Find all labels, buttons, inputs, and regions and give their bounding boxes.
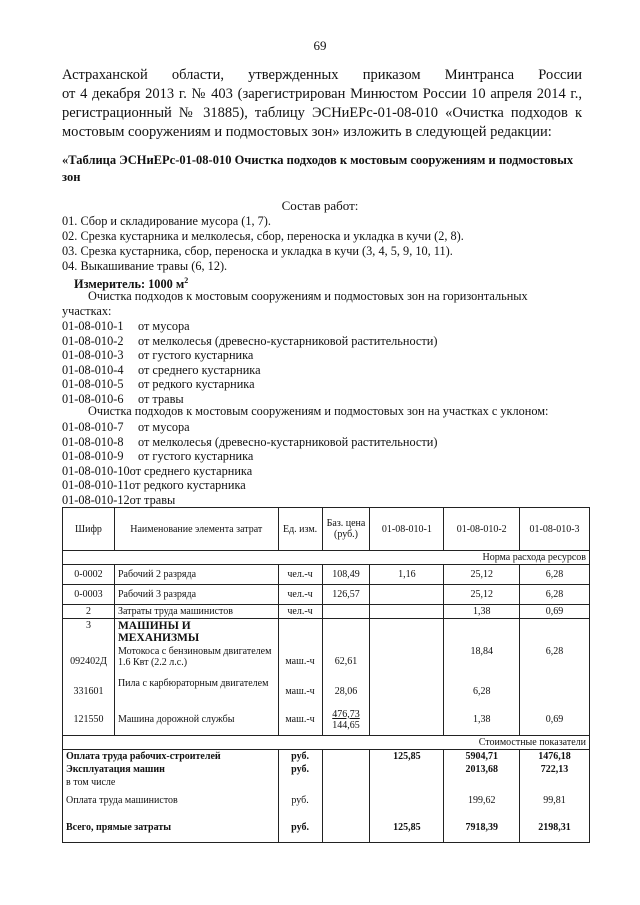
item-code: 01-08-010-11 [62,478,130,493]
item-code: 01-08-010-8 [62,434,124,449]
cell-c1 [370,705,444,735]
cell-c3 [520,619,590,646]
cost-name: Эксплуатация машин [63,763,279,776]
table-row [63,677,590,705]
cost-row [63,813,590,843]
cell-c1 [370,677,444,705]
cell-c3 [520,677,590,705]
item-code: 01-08-010-4 [62,362,124,377]
item-code: 01-08-010-5 [62,377,124,392]
group-1-heading [62,289,568,319]
cell-name: Машина дорожной службы [114,705,278,735]
cost-row [63,749,590,763]
cost-c2: 2013,68 [444,763,520,776]
list-item [62,435,437,450]
cost-c3: 2198,31 [520,813,590,843]
cell-c1 [370,585,444,605]
table-row [63,585,590,605]
cost-table [62,507,590,843]
cell-c1 [370,619,444,646]
list-item [62,377,437,392]
item-text: от мусора [138,420,190,434]
group-1-line-2: участках: [62,304,112,318]
table-row [63,605,590,619]
item-text: от густого кустарника [138,449,254,464]
cost-c2 [444,776,520,789]
works-list [62,214,464,274]
price-top: 476,73 [332,708,360,720]
cost-c1 [370,789,444,813]
cost-name: Оплата труда рабочих-строителей [63,749,279,763]
cost-unit: руб. [278,749,322,763]
work-item: 01. Сбор и складирование мусора (1, 7). [62,214,271,228]
list-item [62,334,437,349]
list-item [62,493,437,508]
table-title: «Таблица ЭСНиЕРс-01-08-010 Очистка подходов к мостовым сооружениям и подмостовых зон [62,153,574,184]
item-code: 01-08-010-7 [62,420,124,434]
cell-price [322,619,370,646]
cell-code: 3 [63,619,115,646]
cost-c3: 722,13 [520,763,590,776]
item-text: от редкого кустарника [129,478,246,493]
intro-paragraph [62,66,582,142]
list-item [62,420,437,435]
cell-code: 331601 [63,677,115,705]
composition-heading: Состав работ: [281,198,359,213]
item-text: от мусора [138,319,190,333]
item-text: от травы [129,492,176,507]
measure-sup: 2 [184,276,189,285]
cost-price [322,763,370,776]
header-c3: 01-08-010-3 [520,508,590,551]
item-text: от мелколесья (древесно-кустарниковой растительности) [138,434,438,449]
cell-unit: маш.-ч [278,645,322,677]
header-name: Наименование элемента затрат [114,508,278,551]
work-item: 04. Выкашивание травы (6, 12). [62,259,228,273]
list-item [62,363,437,378]
cell-c3: 6,28 [520,585,590,605]
item-code: 01-08-010-9 [62,449,124,464]
cost-unit: руб. [278,763,322,776]
cell-unit: маш.-ч [278,705,322,735]
intro-line-1: Астраханской области, утвержденных приказом Минтранса России [62,67,582,83]
cell-unit: чел.-ч [278,565,322,585]
cell-c1: 1,16 [370,565,444,585]
cost-price [322,749,370,763]
table-row [63,565,590,585]
cost-c1: 125,85 [370,749,444,763]
norm-label: Норма расхода ресурсов [63,551,590,565]
cell-c2: 25,12 [444,585,520,605]
cell-c1 [370,645,444,677]
cell-unit: чел.-ч [278,605,322,619]
cell-unit: маш.-ч [278,677,322,705]
cost-name: Оплата труда машинистов [63,789,279,813]
cell-c3: 6,28 [520,645,590,677]
cell-code: 2 [63,605,115,619]
cost-unit [278,776,322,789]
work-item: 02. Срезка кустарника и мелколесья, сбор, переноска и укладка в кучи (2, 8). [62,229,464,243]
cost-label-row [63,735,590,749]
list-item [62,319,437,334]
cost-row [63,763,590,776]
cell-name: Рабочий 2 разряда [114,565,278,585]
item-text: от среднего кустарника [138,362,261,377]
cell-c3: 0,69 [520,705,590,735]
cell-price: 108,49 [322,565,370,585]
cost-c3: 1476,18 [520,749,590,763]
cell-c3: 0,69 [520,605,590,619]
items-list-2 [62,420,437,508]
cost-c1: 125,85 [370,813,444,843]
group-1-line-1: Очистка подходов к мостовым сооружениям и подмостовых зон на горизонтальных [88,289,528,303]
table-row [63,619,590,646]
cell-name: Рабочий 3 разряда [114,585,278,605]
cost-c1 [370,763,444,776]
cost-c3: 99,81 [520,789,590,813]
item-text: от среднего кустарника [129,463,253,478]
page-number: 69 [313,38,327,53]
item-code: 01-08-010-12 [62,492,130,507]
norm-label-row [63,551,590,565]
cost-unit: руб. [278,813,322,843]
item-code: 01-08-010-2 [62,333,124,348]
header-price: Баз. цена (руб.) [322,508,370,551]
item-code: 01-08-010-10 [62,463,130,478]
cell-c2: 25,12 [444,565,520,585]
item-text: от густого кустарника [138,348,254,363]
header-code: Шифр [63,508,115,551]
header-unit: Ед. изм. [278,508,322,551]
list-item [62,464,437,479]
measure-label: Измеритель: 1000 м [74,277,185,292]
cell-name: Мотокоса с бензиновым двигателем 1.6 Квт (2.2 л.с.) [114,645,278,677]
cell-code: 121550 [63,705,115,735]
cell-name: Пила с карбюраторным двигателем [114,677,278,705]
cell-c2: 1,38 [444,605,520,619]
cell-price [322,605,370,619]
cell-c2 [444,619,520,646]
list-item [62,449,437,464]
list-item [62,348,437,363]
cell-code: 0-0002 [63,565,115,585]
cost-price [322,789,370,813]
cell-c2: 18,84 [444,645,520,677]
item-code: 01-08-010-1 [62,319,124,333]
cell-price [322,705,370,735]
cost-name: Всего, прямые затраты [63,813,279,843]
cell-price: 28,06 [322,677,370,705]
cost-price [322,776,370,789]
cost-row [63,776,590,789]
cell-c2: 6,28 [444,677,520,705]
cell-code: 0-0003 [63,585,115,605]
price-bottom: 144,65 [332,719,360,731]
cell-price: 62,61 [322,645,370,677]
header-c1: 01-08-010-1 [370,508,444,551]
cost-label: Стоимостные показатели [63,735,590,749]
item-text: от травы [138,391,184,406]
cost-c3 [520,776,590,789]
cell-unit [278,619,322,646]
table-header-row [63,508,590,551]
list-item [62,478,437,493]
cell-c1 [370,605,444,619]
cell-c2: 1,38 [444,705,520,735]
cost-row [63,789,590,813]
item-text: от мелколесья (древесно-кустарниковой растительности) [138,333,438,348]
table-row [63,705,590,735]
item-code: 01-08-010-3 [62,348,124,363]
items-list-1 [62,319,437,407]
intro-rest: от 4 декабря 2013 г. № 403 (зарегистрирован Минюстом России 10 апреля 2014 г., регистрационный № 31885), таблицу ЭСНиЕРс-01-08-010 «Очистка подходов к мостовым сооружениям и подмостовых зон» изложить в следующей редакции: [62,86,582,140]
cost-name: в том числе [63,776,279,789]
cost-c2: 7918,39 [444,813,520,843]
cost-c2: 5904,71 [444,749,520,763]
cost-price [322,813,370,843]
cell-price: 126,57 [322,585,370,605]
work-item: 03. Срезка кустарника, сбор, переноска и укладка в кучи (3, 4, 5, 9, 10, 11). [62,244,453,258]
cost-c2: 199,62 [444,789,520,813]
cell-name: МАШИНЫ И МЕХАНИЗМЫ [114,619,278,646]
cell-c3: 6,28 [520,565,590,585]
item-text: от редкого кустарника [138,377,255,392]
cell-code: 092402Д [63,645,115,677]
item-code: 01-08-010-6 [62,391,124,406]
cost-unit: руб. [278,789,322,813]
header-c2: 01-08-010-2 [444,508,520,551]
table-row [63,645,590,677]
cost-c1 [370,776,444,789]
cell-unit: чел.-ч [278,585,322,605]
group-2-heading: Очистка подходов к мостовым сооружениям и подмостовых зон на участках с уклоном: [88,404,549,418]
cell-name: Затраты труда машинистов [114,605,278,619]
